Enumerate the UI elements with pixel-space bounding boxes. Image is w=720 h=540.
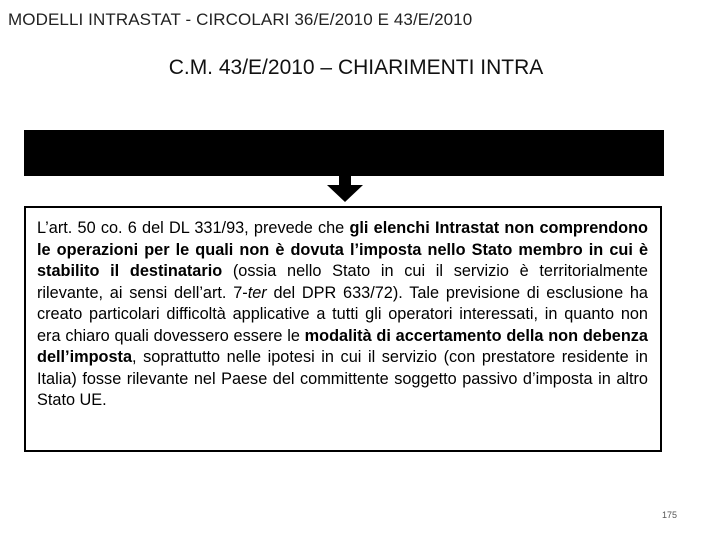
body-text-run: (ossia nello Stato in cui il servizio è territorialmente rilevante, ai sensi dell’art. 7- (37, 262, 648, 302)
body-text-run: , soprattutto nelle ipotesi in cui il servizio (con prestatore residente in Italia) fosse rilevante nel Paese del committente soggetto passivo d’imposta in altro Stato UE. (37, 348, 648, 409)
body-text-run: L’art. 50 co. 6 del DL 331/93, prevede che (37, 219, 350, 237)
body-bold-run: gli elenchi Intrastat non comprendono le operazioni per le quali non è dovuta l’imposta nello Stato membro in cui è stabilito il destinatario (37, 219, 648, 280)
body-bold-run: modalità di accertamento della non debenza dell’imposta (37, 326, 648, 366)
body-text-box (24, 206, 662, 452)
down-arrow-icon (324, 176, 366, 202)
body-italic-run: ter (247, 283, 267, 302)
header-title: MODELLI INTRASTAT - CIRCOLARI 36/E/2010 E 43/E/2010 (8, 10, 473, 29)
body-paragraph (37, 218, 648, 412)
body-text-run: del DPR 633/72). Tale previsione di esclusione ha creato particolari difficoltà applicative a tutti gli operatori interessati, in quanto non era chiaro quali dovessero essere le (37, 283, 648, 345)
page-number: 175 (661, 510, 677, 520)
black-banner (24, 130, 664, 176)
slide-subtitle: C.M. 43/E/2010 – CHIARIMENTI INTRA (168, 56, 544, 79)
